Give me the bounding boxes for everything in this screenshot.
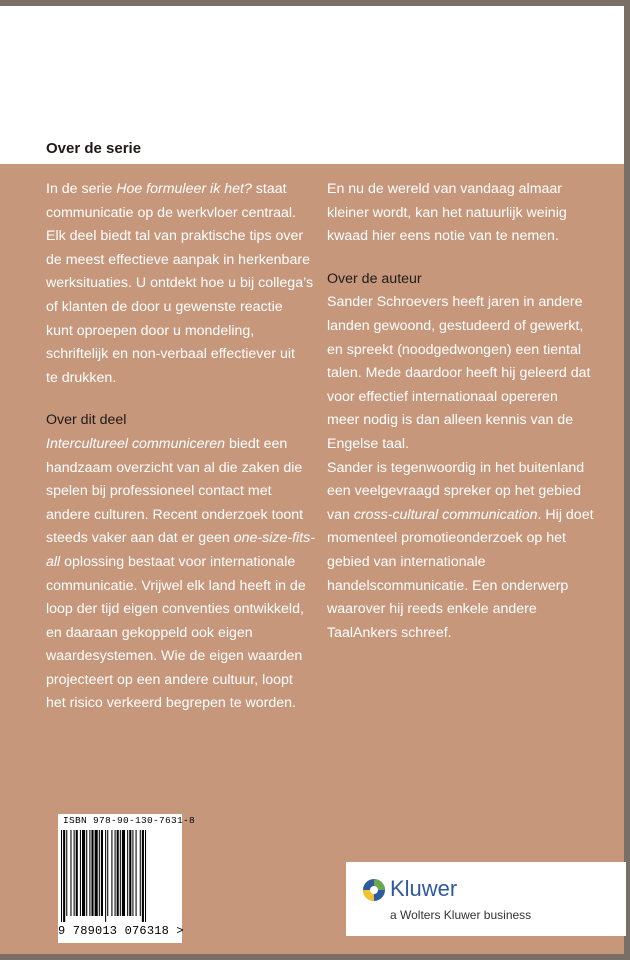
publisher-logo-box bbox=[346, 862, 626, 936]
text-line bbox=[327, 622, 597, 646]
kluwer-logo-icon bbox=[362, 878, 386, 902]
text-span: waarover hij reeds enkele andere bbox=[327, 601, 537, 618]
text-line bbox=[46, 551, 316, 575]
deel-paragraph bbox=[46, 433, 316, 716]
text-span: Engelse taal. bbox=[327, 435, 410, 452]
isbn-number: ISBN 978-90-130-7631-8 bbox=[63, 815, 196, 826]
text-span: waardesystemen. Wie de eigen waarden bbox=[46, 648, 303, 665]
text-span: talen. Mede daardoor heeft hij geleerd dat bbox=[327, 365, 591, 382]
left-column bbox=[46, 178, 316, 716]
auteur-paragraph bbox=[327, 291, 597, 645]
text-span: En nu de wereld van vandaag almaar bbox=[327, 181, 563, 197]
text-line bbox=[327, 575, 597, 599]
barcode-bar bbox=[117, 830, 119, 916]
text-line bbox=[327, 202, 597, 226]
text-span: In de serie bbox=[46, 181, 117, 197]
barcode-bar bbox=[61, 830, 62, 922]
barcode-bar bbox=[140, 830, 141, 916]
top-white-band bbox=[0, 6, 624, 164]
text-line bbox=[46, 433, 316, 457]
text-span: kwaad hier eens notie van te nemen. bbox=[327, 228, 559, 245]
text-line bbox=[327, 225, 597, 249]
text-line bbox=[327, 457, 597, 481]
text-span: werksituaties. U ontdekt hoe u bij collega’s bbox=[46, 275, 314, 292]
barcode-bar bbox=[91, 830, 93, 916]
series-paragraph-continued bbox=[327, 178, 597, 249]
text-line bbox=[46, 692, 316, 716]
text-span: en spreekt (noodgedwongen) een tiental bbox=[327, 341, 581, 358]
text-span: van bbox=[327, 506, 354, 523]
text-line bbox=[46, 504, 316, 528]
barcode-bar bbox=[99, 830, 100, 916]
text-line bbox=[327, 339, 597, 363]
text-line bbox=[46, 622, 316, 646]
barcode-bar bbox=[95, 830, 98, 916]
barcode-bar bbox=[142, 830, 144, 922]
barcode-bar bbox=[132, 830, 133, 916]
barcode-bar bbox=[136, 830, 137, 916]
text-span: loop der tijd eigen conventies ontwikkeld, bbox=[46, 601, 304, 618]
text-span: een veelgevraagd spreker op het gebied bbox=[327, 483, 581, 500]
text-line bbox=[46, 343, 316, 367]
text-line bbox=[46, 272, 316, 296]
text-line bbox=[46, 249, 316, 273]
publisher-name: Kluwer bbox=[390, 876, 458, 901]
barcode-bar bbox=[82, 830, 85, 916]
barcode-bar bbox=[145, 830, 146, 922]
series-paragraph bbox=[46, 178, 316, 390]
text-span: te drukken. bbox=[46, 369, 117, 386]
italic-phrase: one-size-fits- bbox=[233, 530, 315, 547]
text-span: handelscommunicatie. Een onderwerp bbox=[327, 577, 569, 594]
text-line bbox=[46, 645, 316, 669]
text-span: de meest effectieve aanpak in herkenbare bbox=[46, 251, 310, 268]
text-span: en daaraan gekoppeld ook eigen bbox=[46, 624, 253, 641]
text-span: steeds vaker aan dat er geen bbox=[46, 530, 234, 547]
text-span: landen gewoond, gestudeerd of gewerkt, bbox=[327, 317, 584, 334]
text-line bbox=[46, 480, 316, 504]
barcode-digits: 9 789013 076318 > bbox=[58, 924, 184, 938]
text-line bbox=[46, 367, 316, 391]
text-span: staat bbox=[251, 181, 287, 197]
text-span: spelen bij professioneel contact met bbox=[46, 483, 272, 500]
isbn-barcode bbox=[58, 814, 196, 943]
publisher-tagline: a Wolters Kluwer business bbox=[390, 908, 532, 922]
text-span: projecteert op een andere cultuur, loopt bbox=[46, 671, 293, 688]
text-span: communicatie op de werkvloer centraal. bbox=[46, 204, 296, 221]
text-line bbox=[46, 296, 316, 320]
text-span: oplossing bestaat voor internationale bbox=[60, 553, 296, 570]
text-line bbox=[327, 178, 597, 202]
text-span: Sander Schroevers heeft jaren in andere bbox=[327, 294, 583, 311]
text-span: gebied van internationale bbox=[327, 553, 486, 570]
barcode-bar bbox=[115, 830, 116, 916]
text-line bbox=[327, 386, 597, 410]
text-line bbox=[46, 527, 316, 551]
text-span: Elk deel biedt tal van praktische tips over bbox=[46, 228, 304, 245]
text-span: communicatie. Vrijwel elk land heeft in de bbox=[46, 577, 306, 594]
barcode-bars bbox=[61, 830, 179, 922]
right-column bbox=[327, 178, 597, 645]
text-line bbox=[46, 225, 316, 249]
text-span: TaalAnkers schreef. bbox=[327, 624, 452, 641]
text-line bbox=[46, 457, 316, 481]
italic-phrase: cross-cultural communication bbox=[353, 506, 538, 523]
text-line bbox=[327, 527, 597, 551]
text-line bbox=[327, 598, 597, 622]
text-line bbox=[46, 575, 316, 599]
text-line bbox=[46, 598, 316, 622]
text-line bbox=[327, 504, 597, 528]
text-line bbox=[46, 320, 316, 344]
text-span: andere culturen. Recent onderzoek toont bbox=[46, 506, 304, 523]
barcode-bar bbox=[111, 830, 112, 916]
barcode-bar bbox=[66, 830, 67, 916]
barcode-bar bbox=[107, 830, 108, 916]
barcode-bar bbox=[80, 830, 81, 916]
text-line bbox=[327, 409, 597, 433]
text-span: kunt oproepen door u mondeling, bbox=[46, 322, 255, 339]
barcode-bar bbox=[127, 830, 128, 916]
italic-phrase: Intercultureel communiceren bbox=[46, 435, 225, 452]
back-cover bbox=[0, 6, 624, 954]
barcode-bar bbox=[76, 830, 78, 916]
text-line bbox=[327, 362, 597, 386]
barcode-bar bbox=[63, 830, 65, 922]
text-line bbox=[46, 202, 316, 226]
text-span: . Hij doet bbox=[537, 506, 594, 523]
paragraph-gap bbox=[327, 249, 597, 268]
text-span: kleiner wordt, kan het natuurlijk weinig bbox=[327, 204, 567, 221]
text-line bbox=[327, 551, 597, 575]
text-span: of klanten de door u gewenste reactie bbox=[46, 298, 283, 315]
text-span: schriftelijk en non-verbaal effectiever uit bbox=[46, 346, 295, 363]
text-span: biedt een bbox=[225, 435, 288, 452]
barcode-bar bbox=[129, 830, 131, 916]
barcode-bar bbox=[89, 830, 90, 916]
text-line bbox=[327, 315, 597, 339]
deel-heading: Over dit deel bbox=[46, 412, 127, 429]
text-line bbox=[46, 669, 316, 693]
text-span: voor effectief internationaal opereren bbox=[327, 388, 558, 405]
italic-phrase: all bbox=[46, 553, 61, 570]
barcode-bar bbox=[101, 830, 103, 916]
barcode-bar bbox=[105, 830, 106, 922]
barcode-bar bbox=[120, 830, 121, 916]
text-line bbox=[327, 480, 597, 504]
text-span: Sander is tegenwoordig in het buitenland bbox=[327, 459, 585, 476]
auteur-heading: Over de auteur bbox=[327, 270, 422, 287]
text-span: momenteel promotieonderzoek op het bbox=[327, 530, 566, 547]
barcode-bar bbox=[122, 830, 125, 916]
text-span: handzaam overzicht van al die zaken die bbox=[46, 459, 303, 476]
paragraph-gap bbox=[46, 390, 316, 409]
text-span: het risico verkeerd begrepen te worden. bbox=[46, 695, 296, 712]
barcode-bar bbox=[86, 830, 87, 916]
series-heading: Over de serie bbox=[46, 140, 142, 157]
text-line bbox=[327, 433, 597, 457]
italic-phrase: Hoe formuleer ik het? bbox=[116, 181, 252, 197]
text-span: meer nodig is dan alleen kennis van de bbox=[327, 412, 574, 429]
barcode-bar bbox=[70, 830, 71, 916]
text-line bbox=[327, 291, 597, 315]
barcode-bar bbox=[74, 830, 75, 916]
text-line bbox=[46, 178, 316, 202]
